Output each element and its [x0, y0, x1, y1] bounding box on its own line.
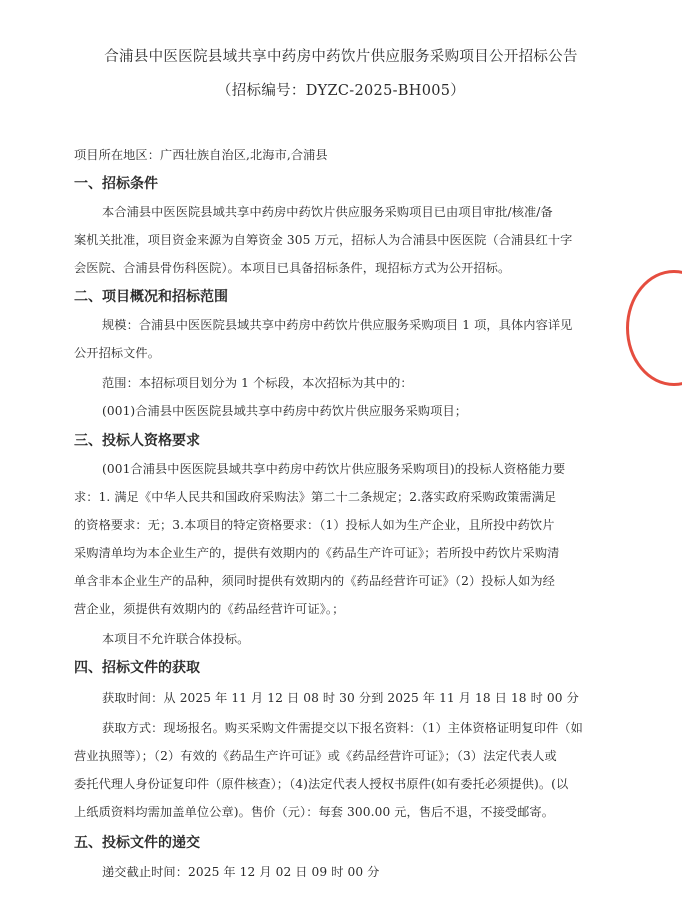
section-heading-1: 一、招标条件	[74, 176, 158, 192]
section-heading-2: 二、项目概况和招标范围	[74, 289, 228, 305]
paragraph-line: 上纸质资料均需加盖单位公章)。售价（元）：每套 300.00 元，售后不退，不接受邮寄。	[74, 805, 555, 819]
paragraph-line: 公开招标文件。	[74, 346, 161, 360]
section-heading-4: 四、招标文件的获取	[74, 660, 200, 676]
paragraph-line: 范围：本招标项目划分为 1 个标段，本次招标为其中的：	[102, 376, 413, 390]
paragraph-line: 本项目不允许联合体投标。	[102, 632, 250, 646]
paragraph-line: (001)合浦县中医医院县域共享中药房中药饮片供应服务采购项目；	[102, 404, 468, 418]
paragraph-line: 求：1. 满足《中华人民共和国政府采购法》第二十二条规定；2.落实政府采购政策需满足	[74, 490, 557, 504]
paragraph-line: 案机关批准，项目资金来源为自筹资金 305 万元，招标人为合浦县中医医院（合浦县红十字	[74, 233, 573, 247]
project-location: 项目所在地区：广西壮族自治区,北海市,合浦县	[74, 148, 328, 162]
section-heading-3: 三、投标人资格要求	[74, 433, 200, 449]
document-title: 合浦县中医医院县域共享中药房中药饮片供应服务采购项目公开招标公告	[104, 49, 578, 65]
paragraph-line: 单含非本企业生产的品种，须同时提供有效期内的《药品经营许可证》（2）投标人如为经	[74, 574, 555, 588]
paragraph-line: 获取方式：现场报名。购买采购文件需提交以下报名资料：（1）主体资格证明复印件（如	[102, 721, 583, 735]
document-subtitle: （招标编号：DYZC-2025-BH005）	[216, 83, 466, 99]
paragraph-line: 递交截止时间：2025 年 12 月 02 日 09 时 00 分	[102, 865, 380, 879]
paragraph-line: (001合浦县中医医院县域共享中药房中药饮片供应服务采购项目)的投标人资格能力要	[102, 462, 566, 476]
paragraph-line: 采购清单均为本企业生产的，提供有效期内的《药品生产许可证》；若所投中药饮片采购清	[74, 546, 560, 560]
paragraph-line: 规模：合浦县中医医院县域共享中药房中药饮片供应服务采购项目 1 项，具体内容详见	[102, 318, 573, 332]
paragraph-line: 委托代理人身份证复印件（原件核查）；（4)法定代表人授权书原件(如有委托必须提供)。(以	[74, 777, 569, 791]
official-seal-stamp	[626, 270, 682, 386]
paragraph-line: 营业执照等）；（2）有效的《药品生产许可证》或《药品经营许可证》；（3）法定代表人或	[74, 749, 557, 763]
paragraph-line: 本合浦县中医医院县域共享中药房中药饮片供应服务采购项目已由项目审批/核准/备	[102, 205, 553, 219]
paragraph-line: 会医院、合浦县骨伤科医院）。本项目已具备招标条件，现招标方式为公开招标。	[74, 261, 511, 275]
paragraph-line: 的资格要求：无；3.本项目的特定资格要求：（1）投标人如为生产企业，且所投中药饮片	[74, 518, 555, 532]
paragraph-line: 营企业，须提供有效期内的《药品经营许可证》。；	[74, 602, 345, 616]
section-heading-5: 五、投标文件的递交	[74, 835, 200, 851]
paragraph-line: 获取时间：从 2025 年 11 月 12 日 08 时 30 分到 2025 年 11 月 18 日 18 时 00 分	[102, 691, 579, 705]
